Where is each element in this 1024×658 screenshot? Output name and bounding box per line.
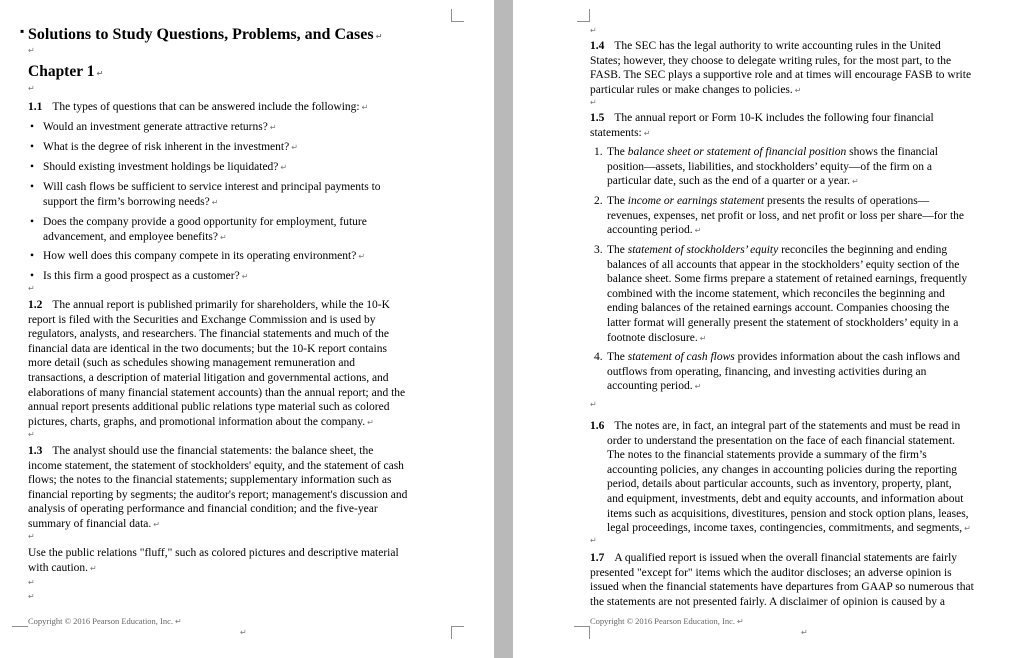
list-item: • Will cash flows be sufficient to service interest and principal payments to support the firm’s borrowing needs? ↵ — [43, 180, 381, 210]
answer-1-2: 1.2 The annual report is published primarily for shareholders, while the 10-K report is filed with the Securities and Exchange Commission and is used by regulators, analysts, and researchers. The financial statements and much of the financial data are identical in the two documents; but the 10-K report contains more detail (such as schedules showing management remuneration and transactions, a description of material litigation and governmental actions, and elaborations of many financial statement accounts) than the annual report; and the annual report presents additional public relations type material such as colored pictures, charts, graphs, and promotional information about the company. ↵ — [28, 299, 406, 428]
document-page-left: ▪ Solutions to Study Questions, Problems, and Cases ↵ ↵ Chapter 1 ↵ ↵ 1.1 The types of questions that can be answered include the following: ↵ • Would an investment generate attractive returns? ↵ • What is the degree of risk inherent in the investment? ↵ • Should existing investment holdings be liquidated? ↵ • Will cash flows be sufficient to service interest and principal payments to support the firm’s borrowing needs? ↵ • Does the company provide a good opportunity for employment, future advancement, and employee benefits? ↵ • How well does this company compete in its operating environment? ↵ • Is this firm a good prospect as a customer? ↵ ↵ 1.2 The annual report is published primarily for shareholders, while the 10-K report is filed with the Securities and Exchange Commission and is used by regulators, analysts, and researchers. The financial statements and much of the financial data are identical in the two documents; but the 10-K report contains more detail (such as schedules showing management remuneration and transactions, a description of material litigation and governmental actions, and elaborations of many financial statement accounts) than the annual report; and the annual report presents additional public relations type material such as colored pictures, charts, graphs, and promotional information about the company. ↵ ↵ 1.3 The analyst should use the financial statements: the balance sheet, the income statement, the statement of stockholders' equity, and the statement of cash flows; the notes to the financial statements; supplementary information such as financial reporting by segments; the auditor's report; management's discussion and analysis of operating performance and financial condition; and the five-year summary of financial data. ↵ ↵ Use the public relations "fluff," such as colored pictures and descriptive material with caution. ↵ ↵ ↵ Copyright © 2016 Pearson Education, Inc. ↵ ↵ — [0, 0, 494, 658]
crop-mark — [451, 9, 464, 22]
list-item: • How well does this company compete in its operating environment? ↵ — [43, 249, 365, 265]
list-item: • Would an investment generate attractive returns? ↵ — [43, 120, 277, 136]
list-item: 1. The balance sheet or statement of financial position shows the financial position—assets, liabilities, and stockholders’ equity—of the firm on a particular date, such as the end of a quarter or a year. ↵ — [594, 146, 938, 188]
footer-copyright: Copyright © 2016 Pearson Education, Inc. ↵ — [590, 616, 744, 626]
answer-1-1-intro: 1.1 The types of questions that can be answered include the following: ↵ — [28, 101, 369, 113]
document-page-right: ↵ 1.4 The SEC has the legal authority to write accounting rules in the United States; however, they choose to delegate writing rules, for the most part, to the FASB. The SEC plays a supportive role and at times will encourage FASB to write particular rules or make changes to policies. ↵ ↵ 1.5 The annual report or Form 10-K includes the following four financial statements: ↵ 1. The balance sheet or statement of financial position shows the financial position—assets, liabilities, and stockholders’ equity—of the firm on a particular date, such as the end of a quarter or a year. ↵ 2. The income or earnings statement presents the results of operations— revenues, expenses, net profit or loss, and net profit or loss per share—for the accounting period. ↵ 3. The statement of stockholders’ equity reconciles the beginning and ending balances of all accounts that appear in the stockholders’ equity section of the balance sheet. Some firms prepare a statement of retained earnings, frequently combined with the income statement, which reconciles the beginning and ending balances of the retained earnings account. Companies choosing the latter format will generally present the statement of stockholders’ equity in a footnote disclosure. ↵ 4. The statement of cash flows provides information about the cash inflows and outflows from operating, financing, and investing activities during an accounting period. ↵ ↵ 1.6 The notes are, in fact, an integral part of the statements and must be read in order to understand the presentation on the face of each financial statement. The notes to the financial statements provide a summary of the firm’s accounting policies, any changes in accounting policies during the reporting period, details about particular accounts, such as inventory, property, plant, and equipment, investments, debt and equity accounts, and information about items such as acquisitions, divestitures, pension and stock option plans, leases, legal proceedings, income taxes, contingencies, commitments, and segments, ↵ ↵ 1.7 A qualified report is issued when the overall financial statements are fairly presented "except for" items which the auditor discloses; an adverse opinion is issued when the financial statements have departures from GAAP so numerous that the statements are not presented fairly. A disclaimer of opinion is caused by a Copyright © 2016 Pearson Education, Inc. ↵ ↵ — [513, 0, 1024, 658]
list-item: • Should existing investment holdings be liquidated? ↵ — [43, 160, 287, 176]
list-item: 3. The statement of stockholders’ equity reconciles the beginning and ending balances of all accounts that appear in the stockholders’ equity section of the balance sheet. Some firms prepare a statement of retained earnings, frequently combined with the income statement, which reconciles the beginning and ending balances of the retained earnings account. Companies choosing the latter format will generally present the statement of stockholders’ equity in a footnote disclosure. ↵ — [594, 244, 968, 344]
crop-mark — [451, 626, 464, 639]
answer-1-3: 1.3 The analyst should use the financial statements: the balance sheet, the income statement, the statement of stockholders' equity, and the statement of cash flows; the notes to the financial statements; supplementary information such as financial reporting by segments; the auditor's report; management's discussion and analysis of operating performance and financial condition; and the five-year summary of financial data. ↵ — [28, 445, 408, 530]
crop-mark — [577, 9, 590, 22]
answer-1-4: 1.4 The SEC has the legal authority to write accounting rules in the United States; however, they choose to delegate writing rules, for the most part, to the FASB. The SEC plays a supportive role and at times will encourage FASB to write particular rules or make changes to policies. ↵ — [590, 40, 972, 96]
document-title: ▪ Solutions to Study Questions, Problems, and Cases ↵ — [20, 24, 383, 43]
list-item: • Does the company provide a good opportunity for employment, future advancement, and employee benefits? ↵ — [43, 215, 367, 245]
footer-copyright: Copyright © 2016 Pearson Education, Inc. ↵ — [28, 616, 182, 626]
answer-1-7: 1.7 A qualified report is issued when the overall financial statements are fairly presented "except for" items which the auditor discloses; an adverse opinion is issued when the financial statements have departures from GAAP so numerous that the statements are not presented fairly. A disclaimer of opinion is caused by a — [590, 552, 974, 608]
chapter-heading: Chapter 1 ↵ — [28, 63, 104, 80]
crop-mark — [577, 626, 590, 639]
list-item: • What is the degree of risk inherent in the investment? ↵ — [43, 140, 298, 156]
list-item: 2. The income or earnings statement presents the results of operations— revenues, expenses, net profit or loss, and net profit or loss per share—for the accounting period. ↵ — [594, 195, 965, 237]
footer-divider — [12, 626, 28, 627]
answer-1-5: 1.5 The annual report or Form 10-K includes the following four financial statements: ↵ — [590, 112, 934, 139]
list-item: • Is this firm a good prospect as a customer? ↵ — [43, 269, 248, 285]
footer-divider — [574, 626, 590, 627]
answer-1-3-caution: Use the public relations "fluff," such as colored pictures and descriptive material with caution. ↵ — [28, 547, 399, 574]
answer-1-6: 1.6 The notes are, in fact, an integral part of the statements and must be read in order to understand the presentation on the face of each financial statement. The notes to the financial statements provide a summary of the firm’s accounting policies, any changes in accounting policies during the reporting period, details about particular accounts, such as inventory, property, plant, and equipment, investments, debt and equity accounts, and information about items such as acquisitions, divestitures, pension and stock option plans, leases, legal proceedings, income taxes, contingencies, commitments, and segments, ↵ — [590, 420, 971, 535]
list-item: 4. The statement of cash flows provides information about the cash inflows and outflows from operating, financing, and investing activities during an accounting period. ↵ — [594, 351, 960, 393]
